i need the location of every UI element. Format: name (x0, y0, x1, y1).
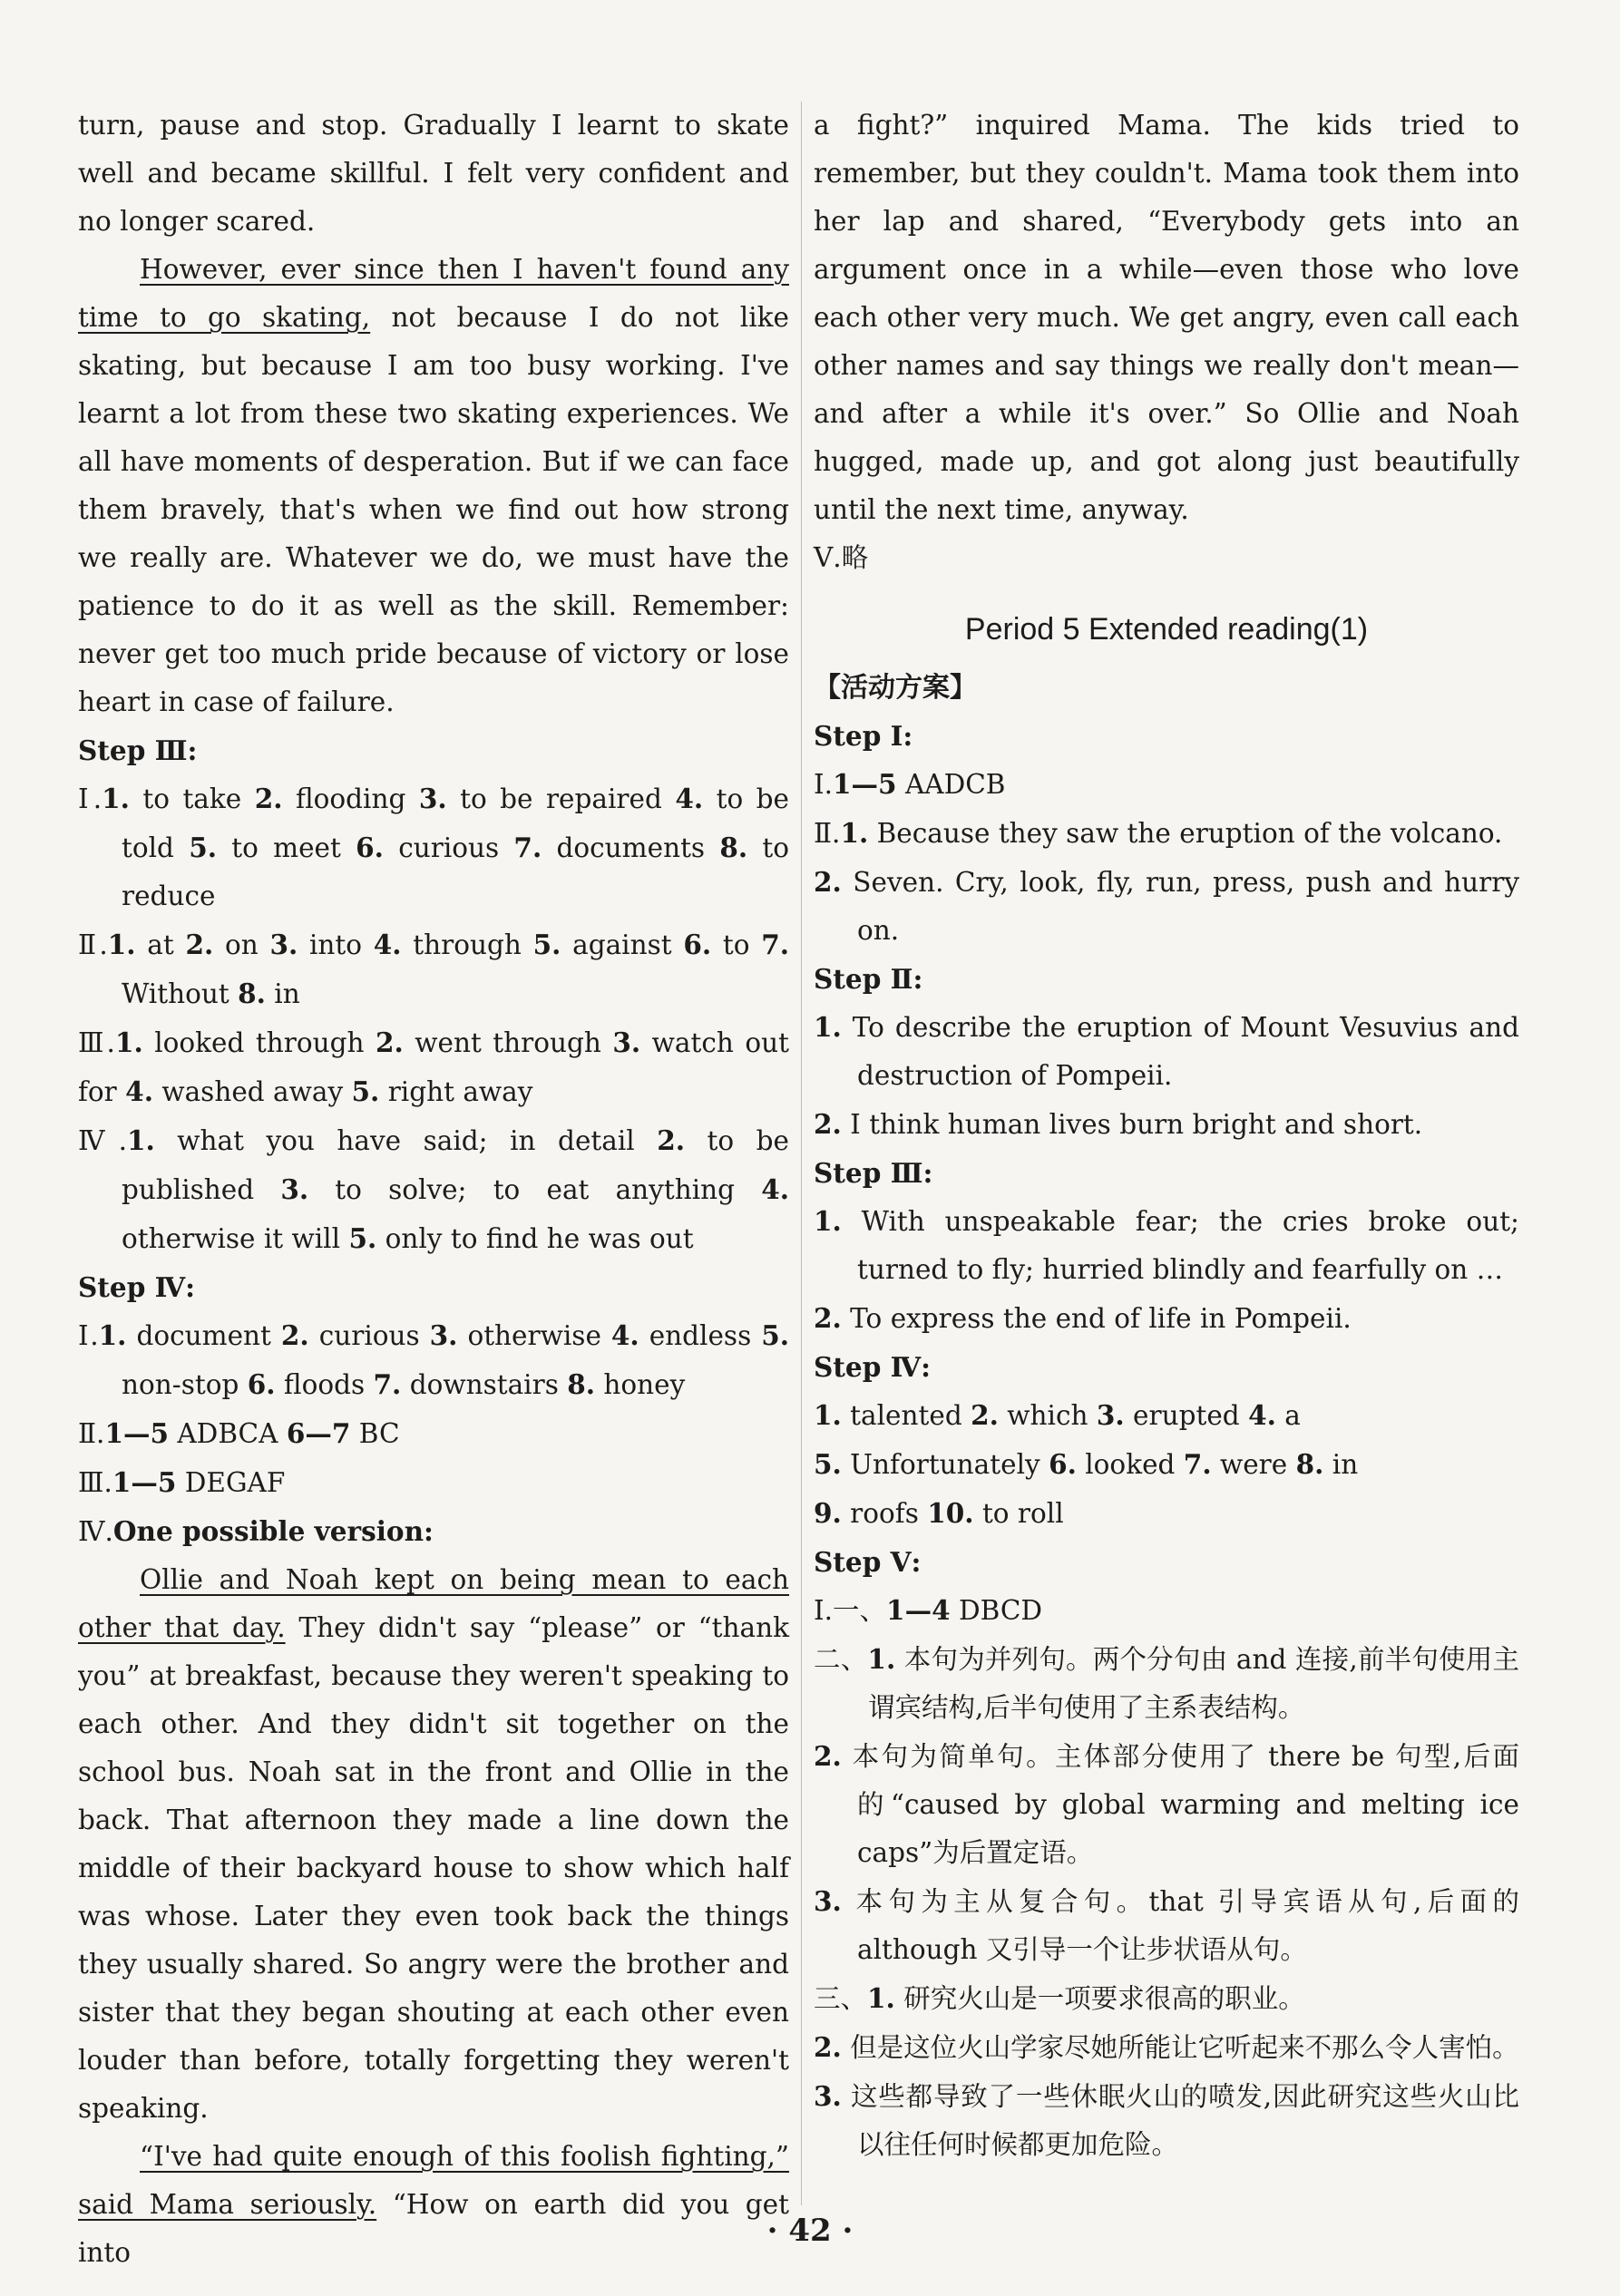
story-continuation: a fight?” inquired Mama. The kids tried to remember, but they couldn't. Mama took them into her lap and shared, “Everybody gets into an argument once in a while—even those who love each other very much. We get angry, even call each other names and say things we really don't mean—and after a while it's over.” So Ollie and Noah hugged, made up, and got along just beautifully until the next time, anyway. (814, 110, 1519, 525)
answer-group: 2. 本句为简单句。主体部分使用了 there be 句型,后面的“caused by global warming and melting ice caps”为后置定语。 (814, 1740, 1519, 1868)
answer-group: Ⅰ.1. document 2. curious 3. otherwise 4. endless 5. non-stop 6. floods 7. downstairs 8. honey (78, 1319, 789, 1400)
answer-group: 2. To express the end of life in Pompeii. (814, 1302, 1352, 1334)
answer-group: Ⅰ.一、1—4 DBCD (814, 1594, 1043, 1626)
answer-group: 5. Unfortunately 6. looked 7. were 8. in (814, 1448, 1359, 1480)
column-divider (801, 102, 802, 2205)
answer-group: Ⅱ.1. Because they saw the eruption of the volcano. (814, 817, 1503, 849)
right-column (814, 102, 1519, 2169)
step-heading: Step Ⅲ: (78, 735, 198, 766)
answer-group: Ⅰ.1—5 AADCB (814, 768, 1006, 800)
step-heading: Step Ⅲ: (814, 1157, 933, 1189)
answer-group: Ⅰ.1. to take 2. flooding 3. to be repaired 4. to be told 5. to meet 6. curious 7. documents 8. to reduce (78, 783, 790, 911)
essay-paragraph: However, ever since then I haven't found any time to go skating, not because I do not like skating, but because I am too busy working. I've learnt a lot from these two skating experiences. We all have moments of desperation. But if we can face them bravely, that's when we find out how strong we really are. Whatever we do, we must have the patience to do it as well as the skill. Remember: never get too much pride because of victory or lose heart in case of failure. (78, 254, 790, 717)
essay-paragraph: turn, pause and stop. Gradually I learnt to skate well and became skillful. I felt very confident and no longer scared. (78, 110, 789, 237)
left-column (78, 102, 789, 2277)
underlined-sentence: “I've had quite enough of this foolish fighting,” said Mama seriously. (78, 2141, 789, 2220)
answer-group: 1. With unspeakable fear; the cries broke out; turned to fly; hurried blindly and fearfully on … (814, 1205, 1519, 1285)
step-heading: Step Ⅳ: (78, 1271, 195, 1303)
answer-group: 9. roofs 10. to roll (814, 1497, 1064, 1529)
answer-group: 2. 但是这位火山学家尽她所能让它听起来不那么令人害怕。 (814, 2031, 1519, 2063)
answer-group: Ⅴ.略 (814, 542, 869, 573)
answer-group: Ⅳ.One possible version: (78, 1515, 434, 1547)
section-title: Period 5 Extended reading(1) (964, 612, 1369, 647)
answer-group: 1. To describe the eruption of Mount Vesuvius and destruction of Pompeii. (814, 1011, 1519, 1091)
underlined-sentence: Ollie and Noah kept on being mean to each other that day. (78, 1564, 789, 1643)
answer-group: Ⅲ.1. looked through 2. went through 3. watch out for 4. washed away 5. right away (78, 1026, 789, 1107)
step-heading: Step Ⅱ: (814, 963, 923, 995)
answer-group: 1. talented 2. which 3. erupted 4. a (814, 1399, 1301, 1431)
answer-group: 3. 本句为主从复合句。that 引导宾语从句,后面的 although 又引导一个让步状语从句。 (814, 1885, 1519, 1965)
answer-group: 2. Seven. Cry, look, fly, run, press, push and hurry on. (814, 866, 1519, 946)
story-paragraph: “I've had quite enough of this foolish fighting,” said Mama seriously. “How on earth did you get into (78, 2141, 789, 2268)
answer-group: Ⅳ.1. what you have said; in detail 2. to be published 3. to solve; to eat anything 4. otherwise it will 5. only to find he was out (78, 1124, 789, 1254)
answer-group: Ⅱ.1—5 ADBCA 6—7 BC (78, 1417, 400, 1449)
answer-group: 3. 这些都导致了一些休眠火山的喷发,因此研究这些火山比以往任何时候都更加危险。 (814, 2080, 1519, 2160)
answer-group: Ⅲ.1—5 DEGAF (78, 1466, 286, 1498)
answer-group: 2. I think human lives burn bright and short. (814, 1108, 1423, 1140)
underlined-sentence: However, ever since then I haven't found any time to go skating, (78, 254, 789, 333)
step-heading: Step Ⅳ: (814, 1351, 931, 1383)
answer-group: 二、1. 本句为并列句。两个分句由 and 连接,前半句使用主谓宾结构,后半句使用了主系表结构。 (814, 1643, 1519, 1723)
step-heading: Step Ⅴ: (814, 1546, 922, 1578)
answer-group: 三、1. 研究火山是一项要求很高的职业。 (814, 1982, 1305, 2014)
page-number: · 42 · (766, 2213, 854, 2249)
activity-heading: 【活动方案】 (814, 672, 977, 704)
answer-group: Ⅱ.1. at 2. on 3. into 4. through 5. against 6. to 7. Without 8. in (78, 929, 789, 1009)
step-heading: Step Ⅰ: (814, 720, 913, 752)
story-paragraph: Ollie and Noah kept on being mean to each other that day. They didn't say “please” or “thank you” at breakfast, because they weren't speaking to each other. And they didn't sit together on the school bus. Noah sat in the front and Ollie in the back. That afternoon they made a line down the middle of their backyard house to show which half was whose. Later they even took back the things they usually shared. So angry were the brother and sister that they began shouting at each other even louder than before, totally forgetting they weren't speaking. (78, 1564, 789, 2124)
